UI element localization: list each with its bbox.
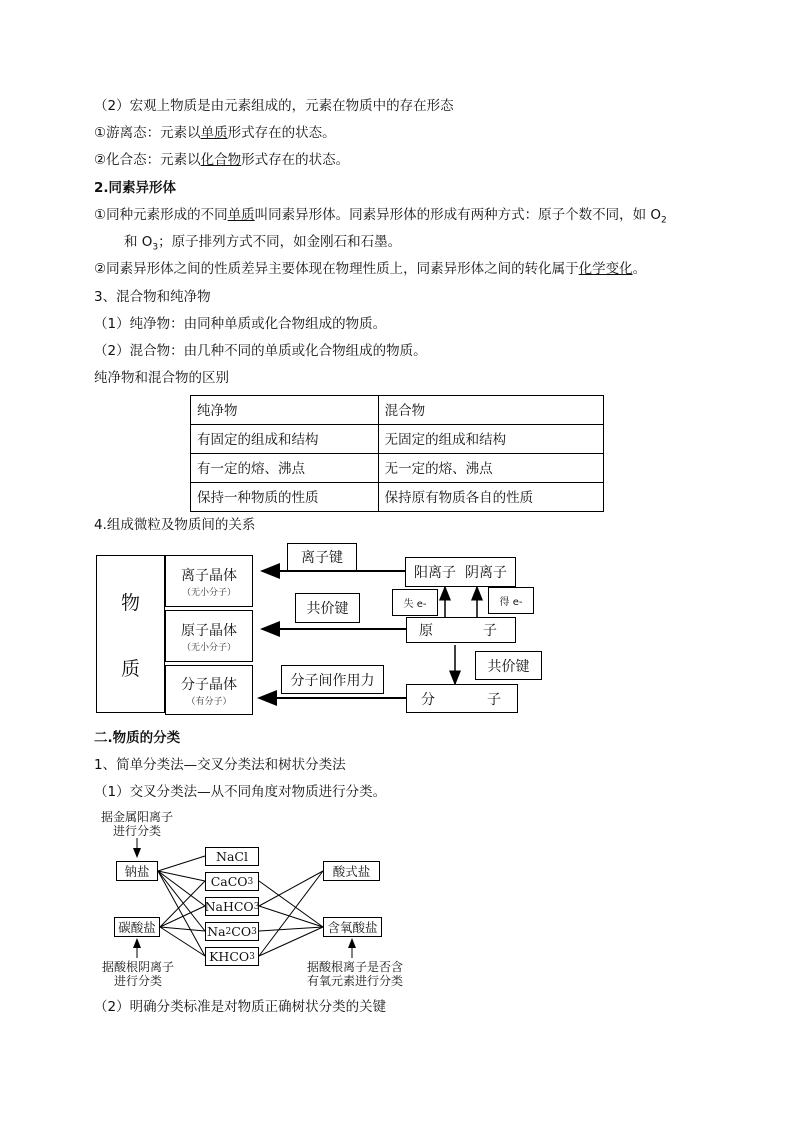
allotrope-line-2: 和 $O_3$；原子排列方式不同，如金刚石和石墨。 (124, 234, 402, 253)
table-cell: 纯净物 (191, 396, 379, 425)
table-cell: 有一定的熔、沸点 (191, 454, 379, 483)
molecular-crystal-box: 分子晶体 （有分子） (165, 665, 253, 715)
note-oxygen-content: 据酸根离子是否含 有氧元素进行分类 (306, 960, 403, 988)
lose-electron-label: 失 e- (392, 589, 438, 616)
macro-line: （2）宏观上物质是由元素组成的，元素在物质中的存在形态 (94, 98, 454, 114)
sodium-salt-box: 钠盐 (116, 861, 158, 881)
allotrope-line-3: ②同素异形体之间的性质差异主要体现在物理性质上，同素异形体之间的转化属于化学变化。 (94, 261, 647, 277)
na2co3-box: Na 2 CO 3 (205, 922, 259, 941)
substance-box: 物 质 (96, 555, 165, 713)
table-cell: 无一定的熔、沸点 (378, 454, 603, 483)
caco3-box: CaCO 3 (205, 872, 259, 891)
atom-box: 原 子 (406, 617, 516, 643)
ionic-bond-label: 离子键 (287, 543, 357, 571)
table-cell: 无固定的组成和结构 (378, 425, 603, 454)
note-metal-cation: 据金属阳离子 进行分类 (100, 810, 173, 838)
nacl-box: NaCl (205, 847, 259, 866)
pure-def: （1）纯净物：由同种单质或化合物组成的物质。 (94, 316, 387, 332)
simple-classification: 1、简单分类法—交叉分类法和树状分类法 (94, 757, 346, 773)
intermolecular-force-label: 分子间作用力 (281, 665, 384, 694)
table-cell: 有固定的组成和结构 (191, 425, 379, 454)
covalent-bond-label-2: 共价键 (475, 651, 542, 680)
particles-title: 4.组成微粒及物质间的关系 (94, 517, 256, 533)
mixture-def: （2）混合物：由几种不同的单质或化合物组成的物质。 (94, 343, 427, 359)
oxyacid-salt-box: 含氧酸盐 (323, 917, 382, 937)
acid-salt-box: 酸式盐 (323, 861, 380, 881)
molecule-box: 分 子 (406, 684, 518, 713)
difference-title: 纯净物和混合物的区别 (94, 370, 229, 386)
atomic-crystal-box: 原子晶体 （无小分子） (165, 610, 253, 662)
khco3-box: KHCO 3 (205, 947, 259, 966)
table-cell: 混合物 (378, 396, 603, 425)
classification-title: 二.物质的分类 (94, 730, 181, 746)
covalent-bond-label-1: 共价键 (295, 593, 360, 623)
tree-classification: （2）明确分类标准是对物质正确树状分类的关键 (94, 999, 387, 1015)
free-state-line: ①游离态：元素以单质形式存在的状态。 (94, 125, 336, 141)
combined-state-line: ②化合态：元素以化合物形式存在的状态。 (94, 152, 350, 168)
gain-electron-label: 得 e- (488, 587, 534, 614)
carbonate-box: 碳酸盐 (114, 917, 160, 937)
cross-classification: （1）交叉分类法—从不同角度对物质进行分类。 (94, 784, 387, 800)
ions-box: 阳离子 阴离子 (405, 557, 516, 587)
ionic-crystal-box: 离子晶体 （无小分子） (165, 555, 253, 607)
table-cell: 保持原有物质各自的性质 (378, 483, 603, 512)
allotrope-title: 2.同素异形体 (94, 180, 177, 196)
mixture-title: 3、混合物和纯净物 (94, 289, 211, 305)
note-acid-anion: 据酸根阴离子 进行分类 (101, 960, 174, 988)
nahco3-box: NaHCO 3 (204, 899, 260, 914)
allotrope-line-1: ①同种元素形成的不同单质叫同素异形体。同素异形体的形成有两种方式：原子个数不同，如 $O_2$ (94, 207, 667, 226)
table-cell: 保持一种物质的性质 (191, 483, 379, 512)
